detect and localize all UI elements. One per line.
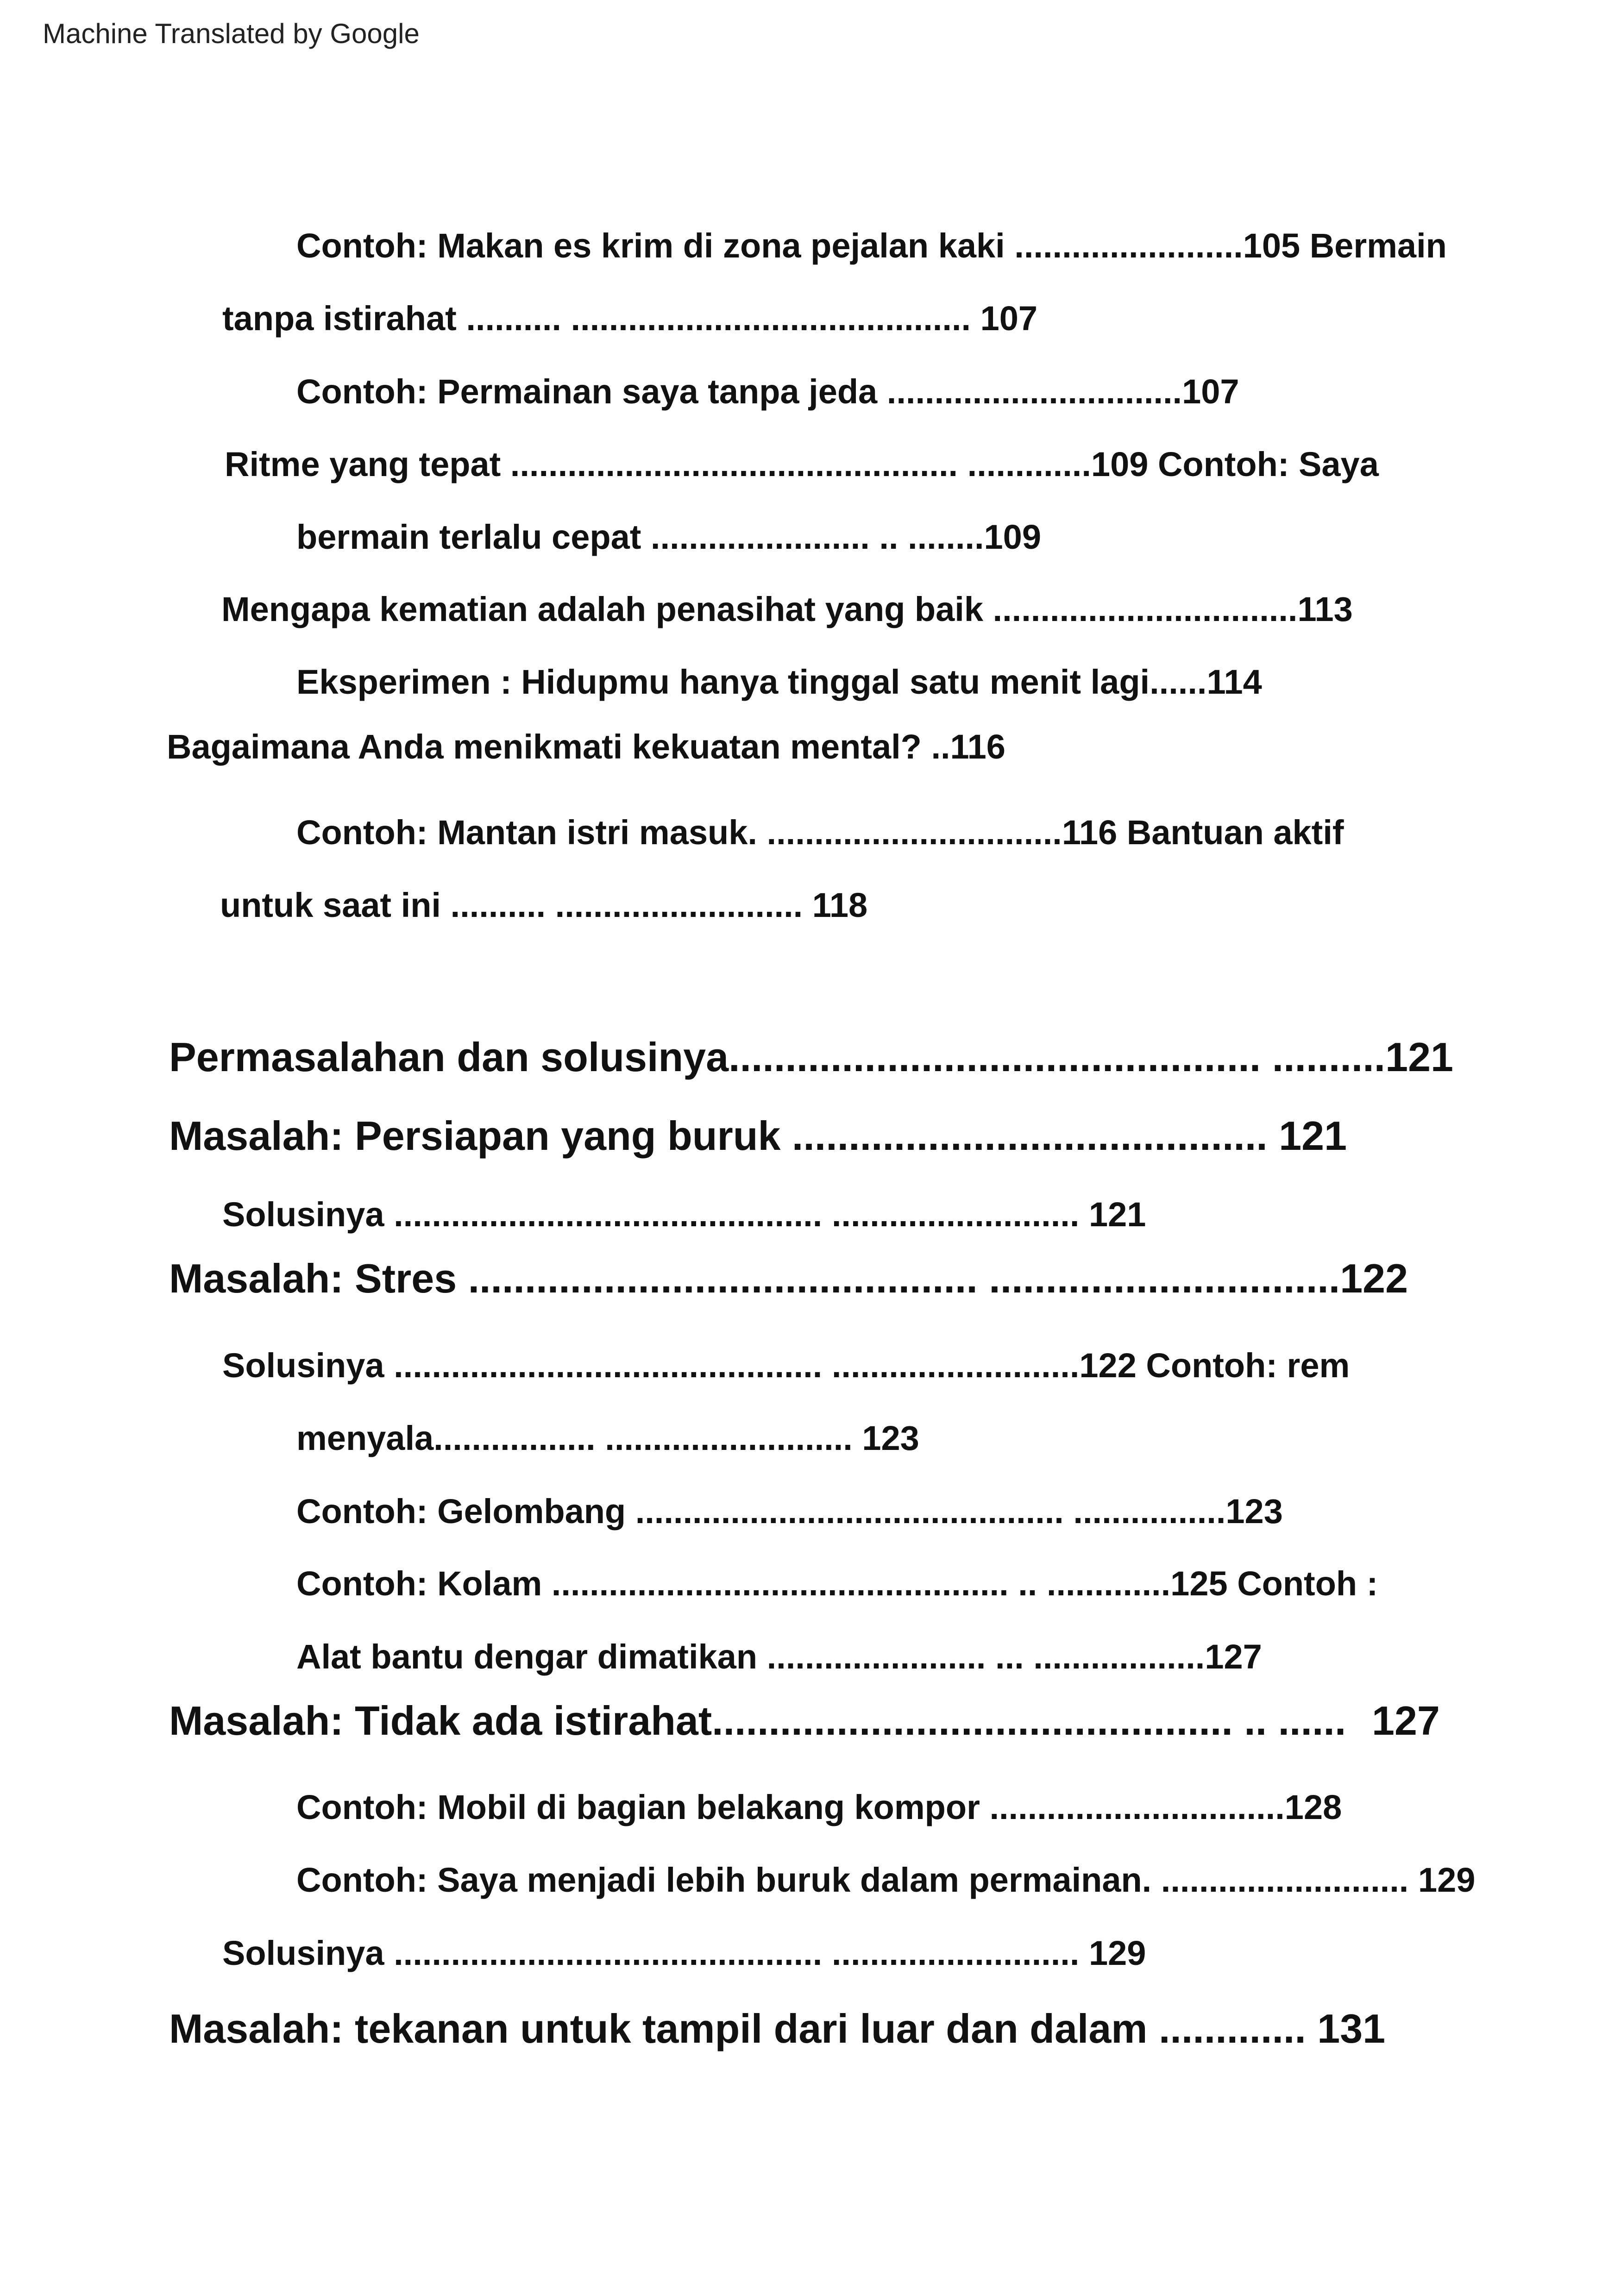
toc-page-number: 127	[1372, 1698, 1440, 1744]
toc-chapter-heading: Masalah: tekanan untuk tampil dari luar dan dalam ............. 131	[169, 2006, 1386, 2051]
toc-chapter-heading: Masalah: Tidak ada istirahat.............................................. .. ......	[169, 1698, 1346, 1744]
machine-translation-banner: Machine Translated by Google	[43, 18, 420, 49]
toc-chapter-heading: Masalah: Stres ............................................. ...............................122	[169, 1255, 1408, 1301]
toc-entry: Contoh: Saya menjadi lebih buruk dalam permainan. .......................... 129	[296, 1861, 1476, 1899]
toc-entry: Alat bantu dengar dimatikan ....................... ... ..................127	[296, 1637, 1262, 1676]
toc-entry: Contoh: Kolam ................................................ .. .............125 Contoh :	[296, 1564, 1378, 1603]
toc-chapter-heading: Permasalahan dan solusinya............................................... ..........121	[169, 1034, 1453, 1080]
toc-entry: Ritme yang tepat ............................................... .............109 Contoh: Saya	[225, 445, 1379, 483]
toc-entry: untuk saat ini .......... .......................... 118	[220, 886, 868, 924]
toc-chapter-heading: Masalah: Persiapan yang buruk .......................................... 121	[169, 1113, 1347, 1159]
toc-entry: Contoh: Makan es krim di zona pejalan kaki ........................105 Bermain	[296, 226, 1447, 265]
toc-entry: menyala................. .......................... 123	[296, 1419, 919, 1457]
toc-entry: Mengapa kematian adalah penasihat yang baik ................................113	[221, 590, 1353, 628]
toc-entry: Eksperimen : Hidupmu hanya tinggal satu menit lagi......114	[296, 663, 1262, 701]
toc-section-heading: Bagaimana Anda menikmati kekuatan mental? ..116	[167, 728, 1005, 766]
toc-entry: Contoh: Mantan istri masuk. ...............................116 Bantuan aktif	[296, 813, 1344, 852]
toc-entry: Contoh: Gelombang ............................................. ................123	[296, 1492, 1283, 1531]
toc-entry: Contoh: Mobil di bagian belakang kompor ...............................128	[296, 1788, 1342, 1826]
toc-entry: bermain terlalu cepat ....................... .. ........109	[296, 518, 1041, 556]
toc-entry: Solusinya ............................................. ..........................122 Contoh: rem	[222, 1346, 1350, 1385]
toc-entry: Contoh: Permainan saya tanpa jeda ...............................107	[296, 372, 1239, 411]
toc-entry: Solusinya ............................................. .......................... 129	[222, 1934, 1146, 1972]
toc-entry: tanpa istirahat .......... .......................................... 107	[222, 299, 1038, 338]
toc-entry: Solusinya ............................................. .......................... 121	[222, 1195, 1146, 1234]
